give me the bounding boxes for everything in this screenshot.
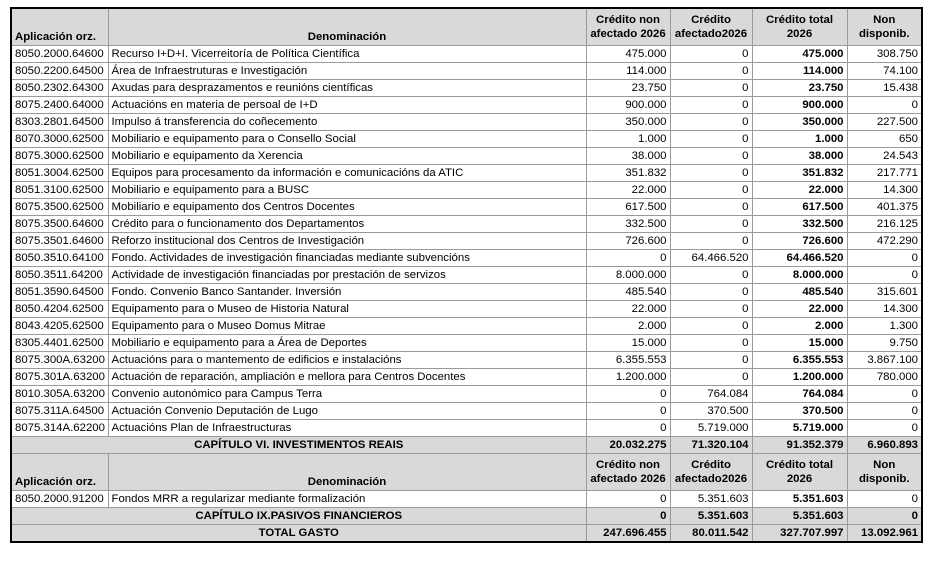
cell-denominacion: Recurso I+D+I. Vicerreitoría de Política Científica [108, 46, 586, 63]
cell-credito-afectado: 0 [670, 182, 752, 199]
header-credito-total [752, 454, 847, 491]
cell-denominacion: Fondo. Convenio Banco Santander. Inversión [108, 284, 586, 301]
cell-credito-non-afectado: 726.600 [586, 233, 670, 250]
cell-aplicacion: 8050.3510.64100 [11, 250, 108, 267]
cell-aplicacion: 8050.2302.64300 [11, 80, 108, 97]
cell-denominacion: Actuación Convenio Deputación de Lugo [108, 403, 586, 420]
cell-credito-non-afectado: 475.000 [586, 46, 670, 63]
cell-credito-total: 617.500 [752, 199, 847, 216]
cell-credito-total: 2.000 [752, 318, 847, 335]
header-credito-non-afectado-l1: Crédito non [596, 14, 660, 26]
cell-credito-non-afectado: 0 [586, 250, 670, 267]
cell-denominacion: Mobiliario e equipamento dos Centros Docentes [108, 199, 586, 216]
cell-denominacion: Axudas para desprazamentos e reunións científicas [108, 80, 586, 97]
table-row [11, 131, 922, 148]
cell-non-disponib: 14.300 [847, 301, 922, 318]
cell-non-disponib: 15.438 [847, 80, 922, 97]
cell-aplicacion: 8051.3590.64500 [11, 284, 108, 301]
cell-credito-non-afectado: 0 [586, 491, 670, 508]
cell-credito-afectado: 0 [670, 46, 752, 63]
cell-denominacion: Equipos para procesamento da información e comunicacións da ATIC [108, 165, 586, 182]
cell-denominacion: Mobiliario e equipamento para a BUSC [108, 182, 586, 199]
subtotal-row-capitulo-ix-credito-afectado: 5.351.603 [670, 508, 752, 525]
cell-credito-non-afectado: 8.000.000 [586, 267, 670, 284]
cell-aplicacion: 8050.2200.64500 [11, 63, 108, 80]
cell-denominacion: Área de Infraestruturas e Investigación [108, 63, 586, 80]
cell-non-disponib: 472.290 [847, 233, 922, 250]
cell-aplicacion: 8075.314A.62200 [11, 420, 108, 437]
header-credito-non-afectado-l1: Crédito non [596, 459, 660, 471]
header-credito-non-afectado-l2: afectado 2026 [590, 473, 666, 485]
cell-credito-afectado: 0 [670, 80, 752, 97]
cell-non-disponib: 3.867.100 [847, 352, 922, 369]
total-row-credito-afectado: 80.011.542 [670, 525, 752, 543]
table-row [11, 250, 922, 267]
cell-credito-non-afectado: 15.000 [586, 335, 670, 352]
cell-credito-non-afectado: 38.000 [586, 148, 670, 165]
subtotal-row-capitulo-ix-credito-non-afectado: 0 [586, 508, 670, 525]
subtotal-row-capitulo-vi [11, 437, 922, 454]
cell-credito-afectado: 64.466.520 [670, 250, 752, 267]
table-row [11, 63, 922, 80]
cell-aplicacion: 8075.3500.62500 [11, 199, 108, 216]
cell-aplicacion: 8075.300A.63200 [11, 352, 108, 369]
cell-denominacion: Actuación de reparación, ampliación e mellora para Centros Docentes [108, 369, 586, 386]
cell-credito-afectado: 0 [670, 318, 752, 335]
cell-credito-afectado: 0 [670, 369, 752, 386]
table-row [11, 318, 922, 335]
cell-denominacion: Impulso á transferencia do coñecemento [108, 114, 586, 131]
cell-non-disponib: 0 [847, 250, 922, 267]
cell-credito-afectado: 0 [670, 97, 752, 114]
header-row [11, 8, 922, 46]
cell-non-disponib: 0 [847, 491, 922, 508]
table-row [11, 46, 922, 63]
cell-credito-total: 900.000 [752, 97, 847, 114]
cell-aplicacion: 8075.301A.63200 [11, 369, 108, 386]
cell-aplicacion: 8050.3511.64200 [11, 267, 108, 284]
table-row [11, 335, 922, 352]
cell-credito-afectado: 0 [670, 199, 752, 216]
cell-non-disponib: 0 [847, 420, 922, 437]
cell-credito-total: 23.750 [752, 80, 847, 97]
cell-aplicacion: 8070.3000.62500 [11, 131, 108, 148]
cell-non-disponib: 1.300 [847, 318, 922, 335]
cell-aplicacion: 8050.4204.62500 [11, 301, 108, 318]
cell-credito-non-afectado: 485.540 [586, 284, 670, 301]
cell-denominacion: Equipamento para o Museo Domus Mitrae [108, 318, 586, 335]
cell-aplicacion: 8010.305A.63200 [11, 386, 108, 403]
table-row [11, 369, 922, 386]
total-row-credito-non-afectado: 247.696.455 [586, 525, 670, 543]
table-row [11, 216, 922, 233]
cell-credito-total: 8.000.000 [752, 267, 847, 284]
subtotal-row-capitulo-vi-credito-non-afectado: 20.032.275 [586, 437, 670, 454]
table-row [11, 267, 922, 284]
cell-non-disponib: 0 [847, 97, 922, 114]
cell-credito-non-afectado: 23.750 [586, 80, 670, 97]
cell-aplicacion: 8075.3501.64600 [11, 233, 108, 250]
cell-non-disponib: 401.375 [847, 199, 922, 216]
header-credito-afectado-l1: Crédito [691, 14, 731, 26]
cell-credito-non-afectado: 22.000 [586, 301, 670, 318]
header-aplicacion: Aplicación orz. [11, 454, 108, 491]
table-row [11, 114, 922, 131]
cell-credito-total: 370.500 [752, 403, 847, 420]
header-non-disponib-l2: disponib. [858, 28, 910, 40]
cell-denominacion: Convenio autonómico para Campus Terra [108, 386, 586, 403]
cell-non-disponib: 216.125 [847, 216, 922, 233]
subtotal-row-capitulo-ix [11, 508, 922, 525]
cell-credito-afectado: 764.084 [670, 386, 752, 403]
cell-aplicacion: 8305.4401.62500 [11, 335, 108, 352]
cell-credito-afectado: 0 [670, 216, 752, 233]
cell-non-disponib: 14.300 [847, 182, 922, 199]
cell-non-disponib: 217.771 [847, 165, 922, 182]
header-non-disponib-l1: Non [873, 14, 896, 26]
header-non-disponib-l2: disponib. [858, 473, 910, 485]
cell-denominacion: Fondo. Actividades de investigación financiadas mediante subvencións [108, 250, 586, 267]
header-non-disponib [847, 8, 922, 46]
total-row-credito-total: 327.707.997 [752, 525, 847, 543]
budget-table-body [11, 8, 922, 542]
cell-credito-afectado: 0 [670, 284, 752, 301]
cell-credito-total: 1.000 [752, 131, 847, 148]
cell-credito-total: 38.000 [752, 148, 847, 165]
cell-credito-non-afectado: 22.000 [586, 182, 670, 199]
cell-aplicacion: 8050.2000.91200 [11, 491, 108, 508]
header-credito-total-l2: 2026 [786, 28, 813, 40]
cell-credito-afectado: 0 [670, 335, 752, 352]
header-denominacion: Denominación [108, 8, 586, 46]
cell-credito-afectado: 370.500 [670, 403, 752, 420]
cell-credito-total: 764.084 [752, 386, 847, 403]
header-credito-afectado-l2: afectado2026 [674, 28, 748, 40]
cell-denominacion: Actuacións Plan de Infraestructuras [108, 420, 586, 437]
cell-credito-afectado: 0 [670, 352, 752, 369]
subtotal-row-capitulo-ix-non-disponib: 0 [847, 508, 922, 525]
cell-aplicacion: 8075.3000.62500 [11, 148, 108, 165]
subtotal-row-capitulo-ix-credito-total: 5.351.603 [752, 508, 847, 525]
cell-credito-afectado: 0 [670, 267, 752, 284]
header-credito-afectado-l1: Crédito [691, 459, 731, 471]
cell-credito-afectado: 0 [670, 131, 752, 148]
cell-non-disponib: 74.100 [847, 63, 922, 80]
header-credito-non-afectado [586, 8, 670, 46]
cell-non-disponib: 24.543 [847, 148, 922, 165]
cell-credito-total: 475.000 [752, 46, 847, 63]
table-row [11, 97, 922, 114]
cell-credito-afectado: 0 [670, 165, 752, 182]
table-row [11, 386, 922, 403]
header-credito-total-l2: 2026 [786, 473, 813, 485]
cell-non-disponib: 9.750 [847, 335, 922, 352]
table-row [11, 352, 922, 369]
header-credito-non-afectado-l2: afectado 2026 [590, 28, 666, 40]
cell-credito-total: 6.355.553 [752, 352, 847, 369]
table-row [11, 284, 922, 301]
cell-denominacion: Actuacións para o mantemento de edificios e instalacións [108, 352, 586, 369]
cell-denominacion: Reforzo institucional dos Centros de Investigación [108, 233, 586, 250]
cell-credito-total: 64.466.520 [752, 250, 847, 267]
header-credito-non-afectado [586, 454, 670, 491]
header-aplicacion: Aplicación orz. [11, 8, 108, 46]
table-row [11, 80, 922, 97]
subtotal-row-capitulo-ix-label: CAPÍTULO IX.PASIVOS FINANCIEROS [11, 508, 586, 525]
cell-non-disponib: 0 [847, 403, 922, 420]
cell-denominacion: Fondos MRR a regularizar mediante formalización [108, 491, 586, 508]
header-credito-total-l1: Crédito total [765, 459, 834, 471]
cell-aplicacion: 8075.3500.64600 [11, 216, 108, 233]
cell-credito-afectado: 5.719.000 [670, 420, 752, 437]
cell-non-disponib: 0 [847, 386, 922, 403]
cell-aplicacion: 8051.3100.62500 [11, 182, 108, 199]
cell-credito-total: 5.719.000 [752, 420, 847, 437]
cell-denominacion: Actuacións en materia de persoal de I+D [108, 97, 586, 114]
cell-credito-non-afectado: 1.000 [586, 131, 670, 148]
cell-credito-afectado: 5.351.603 [670, 491, 752, 508]
table-row [11, 199, 922, 216]
cell-credito-total: 332.500 [752, 216, 847, 233]
subtotal-row-capitulo-vi-label: CAPÍTULO VI. INVESTIMENTOS REAIS [11, 437, 586, 454]
cell-credito-non-afectado: 2.000 [586, 318, 670, 335]
cell-non-disponib: 650 [847, 131, 922, 148]
cell-credito-non-afectado: 617.500 [586, 199, 670, 216]
cell-aplicacion: 8050.2000.64600 [11, 46, 108, 63]
total-row-non-disponib: 13.092.961 [847, 525, 922, 543]
cell-credito-non-afectado: 332.500 [586, 216, 670, 233]
cell-credito-non-afectado: 0 [586, 403, 670, 420]
header-credito-afectado-l2: afectado2026 [674, 473, 748, 485]
budget-table [10, 7, 923, 543]
cell-non-disponib: 308.750 [847, 46, 922, 63]
cell-credito-total: 485.540 [752, 284, 847, 301]
cell-aplicacion: 8075.2400.64000 [11, 97, 108, 114]
cell-credito-afectado: 0 [670, 233, 752, 250]
cell-denominacion: Mobiliario e equipamento para o Consello Social [108, 131, 586, 148]
cell-denominacion: Actividade de investigación financiadas por prestación de servizos [108, 267, 586, 284]
table-row [11, 148, 922, 165]
header-credito-afectado [670, 454, 752, 491]
cell-credito-non-afectado: 6.355.553 [586, 352, 670, 369]
cell-aplicacion: 8303.2801.64500 [11, 114, 108, 131]
subtotal-row-capitulo-vi-credito-total: 91.352.379 [752, 437, 847, 454]
budget-table-container [10, 7, 921, 543]
total-row [11, 525, 922, 543]
cell-credito-afectado: 0 [670, 301, 752, 318]
cell-aplicacion: 8075.311A.64500 [11, 403, 108, 420]
cell-credito-total: 350.000 [752, 114, 847, 131]
cell-credito-afectado: 0 [670, 63, 752, 80]
header-credito-total-l1: Crédito total [765, 14, 834, 26]
subtotal-row-capitulo-vi-credito-afectado: 71.320.104 [670, 437, 752, 454]
header-credito-total [752, 8, 847, 46]
table-row [11, 403, 922, 420]
cell-credito-total: 351.832 [752, 165, 847, 182]
cell-non-disponib: 0 [847, 267, 922, 284]
cell-credito-total: 5.351.603 [752, 491, 847, 508]
cell-denominacion: Crédito para o funcionamento dos Departamentos [108, 216, 586, 233]
total-row-label: TOTAL GASTO [11, 525, 586, 543]
header-row-2 [11, 454, 922, 491]
table-row [11, 182, 922, 199]
cell-credito-total: 22.000 [752, 182, 847, 199]
cell-credito-non-afectado: 0 [586, 420, 670, 437]
table-row [11, 420, 922, 437]
cell-denominacion: Mobiliario e equipamento da Xerencia [108, 148, 586, 165]
cell-credito-total: 22.000 [752, 301, 847, 318]
table-row [11, 301, 922, 318]
cell-credito-non-afectado: 1.200.000 [586, 369, 670, 386]
cell-aplicacion: 8051.3004.62500 [11, 165, 108, 182]
cell-credito-total: 726.600 [752, 233, 847, 250]
cell-aplicacion: 8043.4205.62500 [11, 318, 108, 335]
cell-non-disponib: 780.000 [847, 369, 922, 386]
cell-credito-non-afectado: 350.000 [586, 114, 670, 131]
cell-credito-afectado: 0 [670, 114, 752, 131]
cell-denominacion: Mobiliario e equipamento para a Área de Deportes [108, 335, 586, 352]
subtotal-row-capitulo-vi-non-disponib: 6.960.893 [847, 437, 922, 454]
cell-denominacion: Equipamento para o Museo de Historia Natural [108, 301, 586, 318]
cell-credito-total: 15.000 [752, 335, 847, 352]
cell-credito-non-afectado: 0 [586, 386, 670, 403]
header-denominacion: Denominación [108, 454, 586, 491]
cell-credito-afectado: 0 [670, 148, 752, 165]
cell-credito-non-afectado: 351.832 [586, 165, 670, 182]
cell-credito-non-afectado: 114.000 [586, 63, 670, 80]
header-non-disponib [847, 454, 922, 491]
cell-credito-total: 1.200.000 [752, 369, 847, 386]
cell-non-disponib: 315.601 [847, 284, 922, 301]
cell-credito-total: 114.000 [752, 63, 847, 80]
cell-non-disponib: 227.500 [847, 114, 922, 131]
header-non-disponib-l1: Non [873, 459, 896, 471]
header-credito-afectado [670, 8, 752, 46]
table-row [11, 233, 922, 250]
table-row [11, 491, 922, 508]
cell-credito-non-afectado: 900.000 [586, 97, 670, 114]
table-row [11, 165, 922, 182]
